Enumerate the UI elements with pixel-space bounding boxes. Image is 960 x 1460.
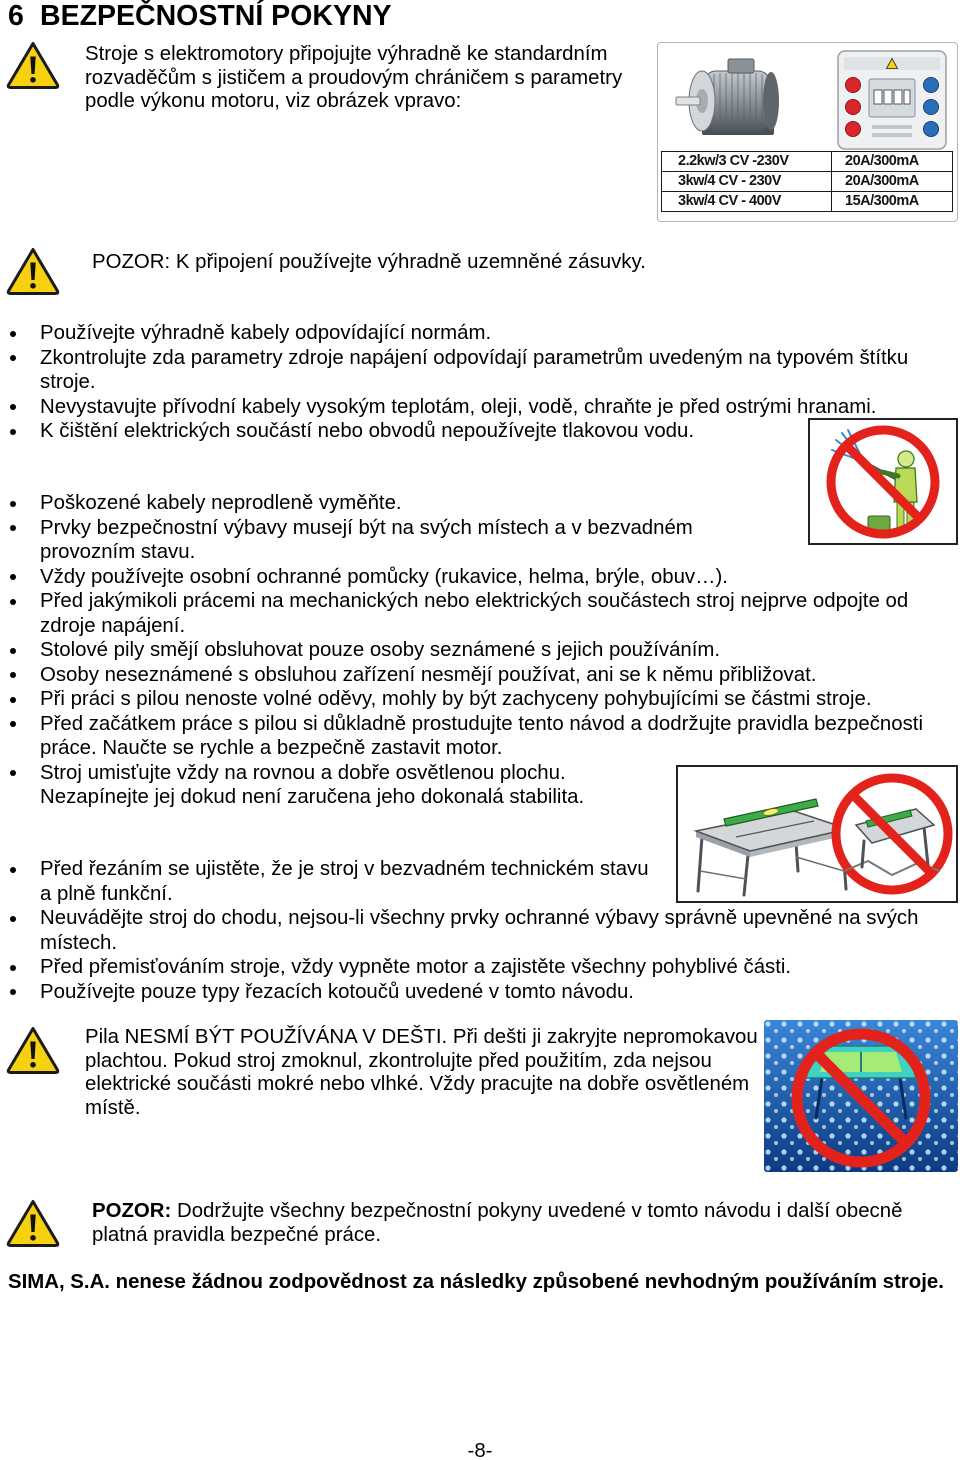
list-item	[0, 638, 923, 663]
section-title-text: BEZPEČNOSTNÍ POKYNY	[40, 0, 392, 32]
bullet	[10, 989, 16, 995]
bullet	[10, 501, 16, 507]
list-item-text: Používejte výhradně kabely odpovídající normám.	[40, 322, 492, 344]
protection-cell: 20A/300mA	[845, 173, 919, 189]
bullet	[10, 599, 16, 605]
rain-notice	[85, 1026, 758, 1120]
list-item-text: Používejte pouze typy řezacích kotoučů uvedené v tomto návodu.	[40, 980, 634, 1003]
list-item-text: Před přemisťováním stroje, vždy vypněte motor a zajistěte všechny pohyblivé části.	[40, 956, 792, 978]
list-item-text: provozním stavu.	[40, 541, 196, 563]
disclaimer-text: SIMA, S.A. nenese žádnou zodpovědnost za následky způsobené nevhodným používáním stroje.	[8, 1271, 944, 1293]
section-title	[8, 0, 392, 32]
rain-prohibited-icon	[764, 1020, 958, 1172]
list-item-text: K čištění elektrických součástí nebo obvodů nepoužívejte tlakovou vodu.	[40, 420, 695, 442]
list-item-text: Osoby neseznámené s obsluhou zařízení nesmějí používat, ani se k němu přibližovat.	[40, 663, 817, 686]
list-item-text: Vždy používejte osobní ochranné pomůcky (rukavice, helma, brýle, obuv…).	[40, 565, 728, 588]
motor-rating-cell: 3kw/4 CV - 400V	[662, 192, 832, 211]
machine-safety-list	[0, 857, 918, 1004]
list-item	[0, 516, 923, 565]
list-item	[0, 857, 918, 906]
list-item	[0, 491, 923, 516]
liability-disclaimer	[8, 1270, 944, 1295]
power-requirements-table	[661, 151, 953, 212]
grounding-notice	[92, 250, 646, 275]
electric-motor-icon	[676, 59, 779, 135]
list-item-text: Poškozené kabely neprodleně vyměňte.	[40, 492, 402, 514]
notice-text: K připojení používejte výhradně uzemněné zásuvky.	[175, 251, 646, 273]
list-item	[0, 589, 923, 638]
list-item	[0, 565, 923, 590]
motor-protection-figure	[657, 42, 958, 222]
list-item-text: Prvky bezpečnostní výbavy musejí být na svých místech a v bezvadném	[40, 516, 693, 539]
table-row	[662, 152, 952, 172]
operation-safety-list	[0, 491, 923, 810]
notice-text: Dodržujte všechny bezpečnostní pokyny uvedené v tomto návodu i další obecně	[176, 1200, 903, 1222]
notice-label: POZOR:	[92, 1200, 172, 1222]
warning-triangle-icon	[6, 246, 60, 296]
protection-cell: 15A/300mA	[845, 193, 919, 209]
list-item	[0, 955, 918, 980]
list-item	[0, 419, 908, 444]
notice-label: POZOR:	[92, 251, 171, 273]
bullet	[10, 721, 16, 727]
list-item	[0, 687, 923, 712]
list-item-text: zdroje napájení.	[40, 614, 186, 637]
notice-line: Stroje s elektromotory připojujte výhradně ke standardním	[85, 43, 608, 65]
notice-line: Pila NESMÍ BÝT POUŽÍVÁNA V DEŠTI. Při dešti ji zakryjte nepromokavou	[85, 1026, 758, 1048]
warning-triangle-icon	[6, 1025, 60, 1075]
list-item-text: stroje.	[40, 371, 96, 393]
list-item-text: Před začátkem práce s pilou si důkladně prostudujte tento návod a dodržujte pravidla bezpečnosti	[40, 712, 924, 735]
list-item	[0, 346, 908, 395]
list-item-text: Při práci s pilou nenoste volné oděvy, mohly by být zachyceny pohybujícími se částmi stroje.	[40, 688, 872, 710]
warning-triangle-icon	[6, 40, 60, 90]
notice-line	[92, 250, 646, 275]
bullet	[10, 404, 16, 410]
bullet	[10, 355, 16, 361]
notice-line: platná pravidla bezpečné práce.	[92, 1224, 382, 1246]
list-item-text: Neuvádějte stroj do chodu, nejsou-li všechny prvky ochranné výbavy správně upevněné na svých	[40, 907, 919, 929]
motor-rating-cell: 2.2kw/3 CV -230V	[662, 152, 832, 171]
notice-line: elektrické součásti mokré nebo vlhké. Vždy pracujte na dobře osvětleném	[85, 1073, 750, 1096]
table-row	[662, 172, 952, 192]
list-item	[0, 980, 918, 1005]
list-item-text: Stroj umisťujte vždy na rovnou a dobře osvětlenou plochu.	[40, 761, 566, 784]
distribution-board-icon	[838, 51, 946, 149]
cable-safety-list	[0, 321, 908, 444]
list-item-text: a plně funkční.	[40, 882, 173, 905]
notice-line: rozvaděčům s jističem a proudovým chráničem s parametry	[85, 66, 623, 89]
bullet	[10, 916, 16, 922]
bullet	[10, 574, 16, 580]
list-item-text: Nevystavujte přívodní kabely vysokým teplotám, oleji, vodě, chraňte je před ostrými hranami.	[40, 395, 877, 418]
list-item	[0, 712, 923, 761]
list-item-text: Nezapínejte jej dokud není zaručena jeho dokonalá stabilita.	[40, 786, 585, 808]
warning-triangle-icon	[6, 1198, 60, 1248]
notice-line: plachtou. Pokud stroj zmoknul, zkontrolujte před použitím, zda nejsou	[85, 1049, 712, 1072]
motor-rating-cell: 3kw/4 CV - 230V	[662, 172, 832, 191]
bullet	[10, 429, 16, 435]
bullet	[10, 525, 16, 531]
list-item-text: Před jakýmikoli prácemi na mechanických nebo elektrických součástech stroj nejprve odpojte od	[40, 590, 909, 612]
list-item	[0, 663, 923, 688]
bullet	[10, 697, 16, 703]
list-item	[0, 321, 908, 346]
general-safety-notice	[92, 1199, 902, 1247]
bullet	[10, 965, 16, 971]
notice-line: podle výkonu motoru, viz obrázek vpravo:	[85, 90, 462, 113]
protection-cell: 20A/300mA	[845, 153, 919, 169]
section-number: 6	[8, 0, 24, 32]
notice-line: místě.	[85, 1096, 141, 1119]
list-item-text: Stolové pily smějí obsluhovat pouze osoby seznámené s jejich používáním.	[40, 639, 721, 661]
table-row	[662, 192, 952, 212]
page-number: -8-	[467, 1440, 493, 1460]
list-item	[0, 906, 918, 955]
rain-prohibited-figure	[764, 1020, 958, 1172]
list-item	[0, 395, 908, 420]
bullet	[10, 672, 16, 678]
list-item-text: Před řezáním se ujistěte, že je stroj v bezvadném technickém stavu	[40, 858, 649, 880]
bullet	[10, 867, 16, 873]
list-item-text: práce. Naučte se rychle a bezpečně zastavit motor.	[40, 737, 503, 759]
bullet	[10, 770, 16, 776]
list-item-text: místech.	[40, 931, 118, 954]
motor-connection-notice	[85, 43, 622, 114]
notice-line	[92, 1199, 902, 1223]
bullet	[10, 331, 16, 337]
list-item-text: Zkontrolujte zda parametry zdroje napájení odpovídají parametrům uvedeným na typovém štítku	[40, 346, 909, 369]
bullet	[10, 648, 16, 654]
